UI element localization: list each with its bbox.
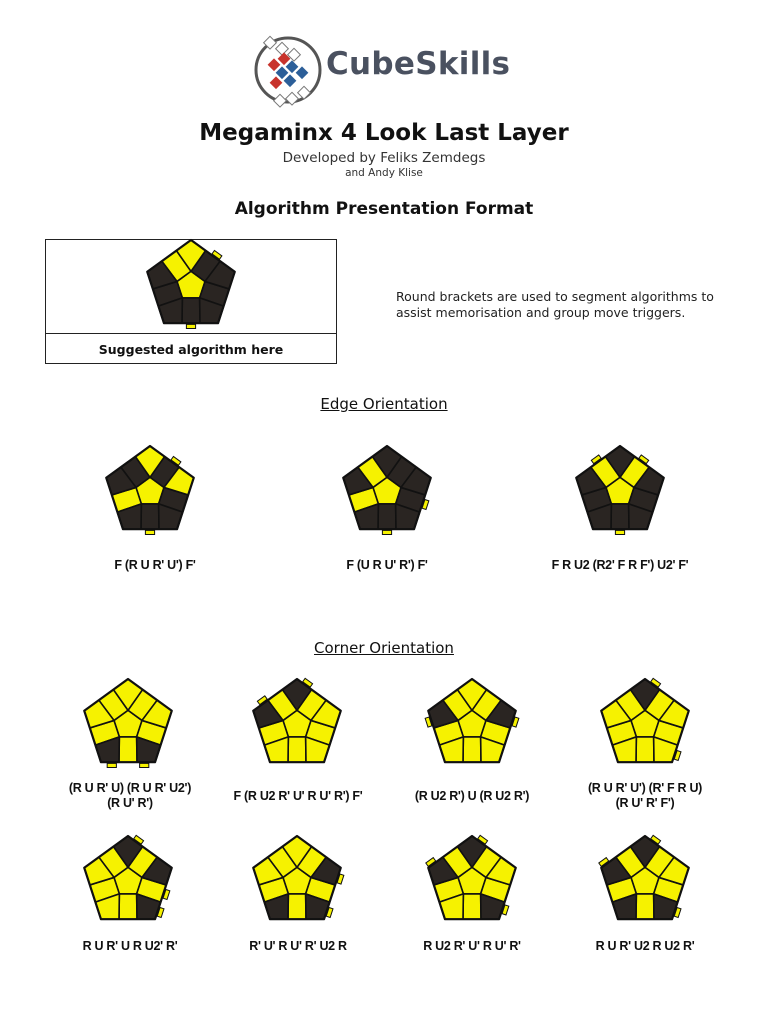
edge-sticker	[611, 504, 629, 529]
co-author-line: and Andy Klise	[345, 167, 423, 179]
edge-case-2-diagram	[331, 436, 443, 548]
corner-alg-4-line1: (R U R' U') (R' F R U)	[587, 781, 703, 795]
edge-sticker	[119, 894, 137, 919]
edge-sticker	[288, 737, 306, 762]
corner-case-2-diagram	[241, 669, 353, 781]
corner-case-7-diagram	[416, 826, 528, 938]
bracket-note: Round brackets are used to segment algorithms to assist memorisation and group move triggers.	[396, 289, 714, 320]
edge-sticker	[463, 737, 481, 762]
corner-alg-2: F (R U2 R' U' R U' R') F'	[233, 789, 363, 803]
corner-alg-4	[565, 781, 725, 811]
edge-orientation-heading: Edge Orientation	[320, 395, 448, 413]
side-tab	[382, 530, 391, 534]
corner-case-8-diagram	[589, 826, 701, 938]
corner-alg-1-line1: (R U R' U) (R U R' U2')	[68, 781, 192, 795]
edge-alg-3: F R U2 (R2' F R F') U2' F'	[551, 558, 689, 572]
example-diagram	[135, 230, 247, 342]
side-tab	[615, 530, 624, 534]
edge-sticker	[378, 504, 396, 529]
edge-sticker	[288, 894, 306, 919]
corner-alg-8: R U R' U2 R U2 R'	[595, 939, 695, 953]
corner-case-5-diagram	[72, 826, 184, 938]
corner-alg-1	[50, 781, 210, 811]
edge-sticker	[463, 894, 481, 919]
corner-alg-1-line2: (R U' R')	[107, 796, 153, 810]
corner-alg-7: R U2 R' U' R U' R'	[423, 939, 521, 953]
corner-case-1-diagram	[72, 669, 184, 781]
document-title: Megaminx 4 Look Last Layer	[199, 120, 569, 146]
example-caption: Suggested algorithm here	[98, 342, 284, 357]
edge-sticker	[141, 504, 159, 529]
corner-case-6-diagram	[241, 826, 353, 938]
edge-alg-2: F (U R U' R') F'	[346, 558, 428, 572]
logo-cube-icon	[250, 30, 330, 110]
corner-case-3-diagram	[416, 669, 528, 781]
side-tab	[107, 763, 116, 767]
side-tab	[140, 763, 149, 767]
corner-alg-4-line2: (R U' R' F')	[615, 796, 675, 810]
brand-name: CubeSkills	[326, 46, 511, 82]
corner-alg-3: (R U2 R') U (R U2 R')	[414, 789, 530, 803]
edge-sticker	[119, 737, 137, 762]
edge-sticker	[636, 894, 654, 919]
edge-sticker	[182, 298, 200, 323]
format-heading: Algorithm Presentation Format	[234, 199, 534, 219]
edge-case-3-diagram	[564, 436, 676, 548]
corner-alg-6: R' U' R U' R' U2 R	[249, 939, 347, 953]
side-tab	[186, 324, 195, 328]
corner-case-4-diagram	[589, 669, 701, 781]
developed-by: Developed by Feliks Zemdegs	[282, 150, 486, 166]
corner-alg-5: R U R' U R U2' R'	[82, 939, 178, 953]
edge-alg-1: F (R U R' U') F'	[114, 558, 196, 572]
side-tab	[145, 530, 154, 534]
corner-orientation-heading: Corner Orientation	[314, 639, 454, 657]
edge-sticker	[636, 737, 654, 762]
edge-case-1-diagram	[94, 436, 206, 548]
